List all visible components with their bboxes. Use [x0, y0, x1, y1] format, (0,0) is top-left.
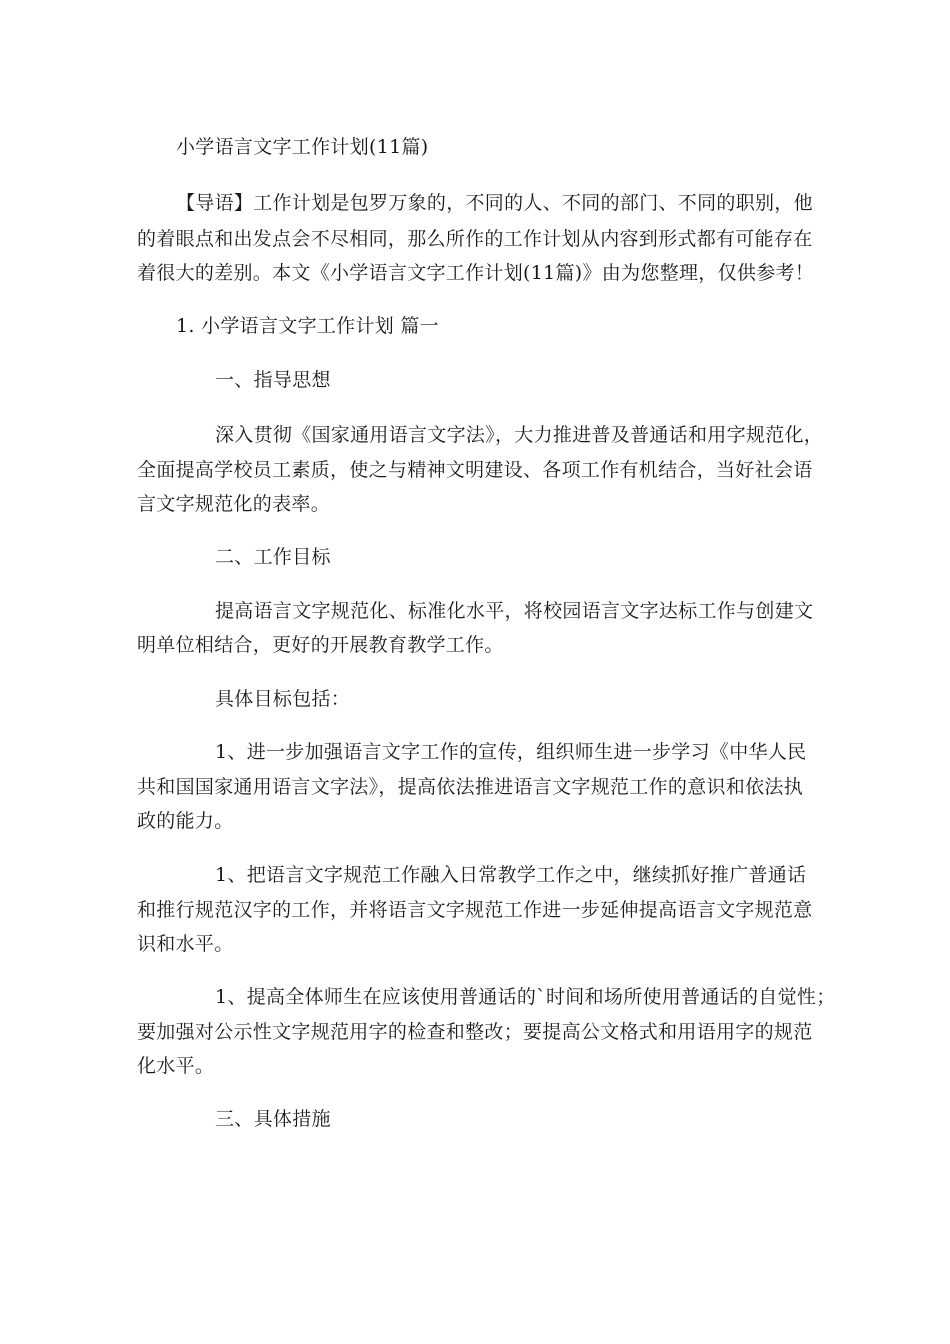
goal-1-line-1: 1、进一步加强语言文字工作的宣传，组织师生进一步学习《中华人民 — [215, 741, 807, 763]
para-1-line-1: 深入贯彻《国家通用语言文字法》，大力推进普及普通话和用字规范化， — [215, 424, 824, 446]
para-2-line-1: 提高语言文字规范化、标准化水平，将校园语言文字达标工作与创建文 — [215, 600, 814, 622]
goal-1-line-2: 共和国国家通用语言文字法》，提高依法推进语言文字规范工作的意识和依法执 — [137, 776, 804, 798]
goal-2-line-2: 和推行规范汉字的工作，并将语言文字规范工作进一步延伸提高语言文字规范意 — [137, 899, 813, 921]
intro-line-1: 【导语】工作计划是包罗万象的，不同的人、不同的部门、不同的职别，他 — [176, 192, 813, 214]
goal-3-line-3: 化水平。 — [137, 1055, 215, 1077]
heading-specific-measures: 三、具体措施 — [215, 1108, 331, 1130]
goal-3-line-2: 要加强对公示性文字规范用字的检查和整改；要提高公文格式和用语用字的规范 — [137, 1021, 813, 1043]
goals-label: 具体目标包括： — [215, 688, 351, 710]
para-1-line-3: 言文字规范化的表率。 — [137, 493, 331, 515]
document-title: 小学语言文字工作计划(11篇) — [176, 136, 429, 158]
goal-1-line-3: 政的能力。 — [137, 810, 234, 832]
para-1-line-2: 全面提高学校员工素质，使之与精神文明建设、各项工作有机结合，当好社会语 — [137, 459, 813, 481]
goal-2-line-1: 1、把语言文字规范工作融入日常教学工作之中，继续抓好推广普通话 — [215, 864, 807, 886]
intro-line-2: 的着眼点和出发点会不尽相同，那么所作的工作计划从内容到形式都有可能存在 — [137, 228, 813, 250]
section-heading: 1. 小学语言文字工作计划 篇一 — [176, 315, 440, 337]
para-2-line-2: 明单位相结合，更好的开展教育教学工作。 — [137, 634, 504, 656]
intro-line-3: 着很大的差别。本文《小学语言文字工作计划(11篇)》由为您整理，仅供参考！ — [137, 262, 815, 284]
heading-guiding-ideology: 一、指导思想 — [215, 369, 331, 391]
goal-3-line-1: 1、提高全体师生在应该使用普通话的`时间和场所使用普通话的自觉性； — [215, 986, 836, 1008]
goal-2-line-3: 识和水平。 — [137, 933, 234, 955]
heading-work-goals: 二、工作目标 — [215, 546, 331, 568]
